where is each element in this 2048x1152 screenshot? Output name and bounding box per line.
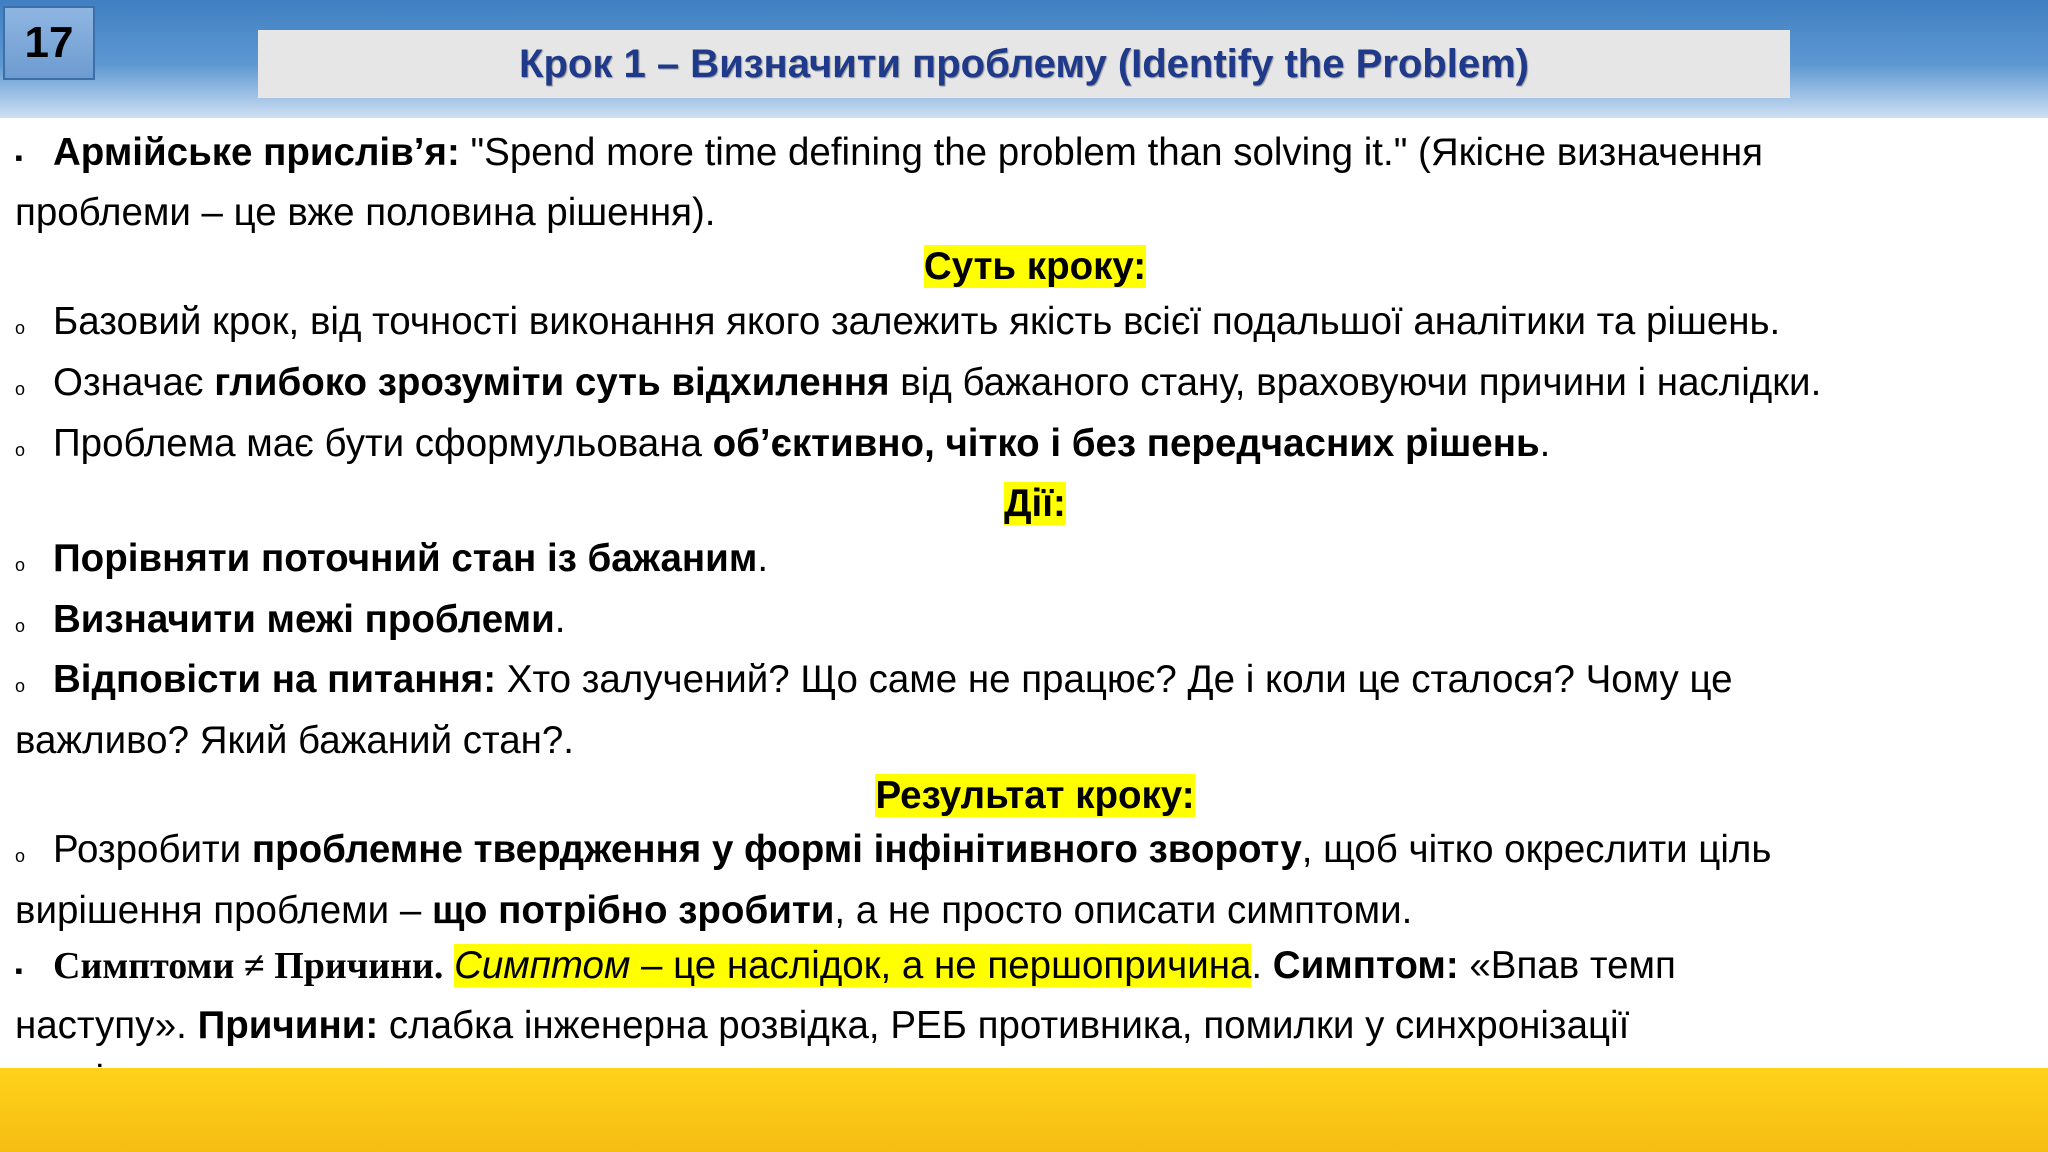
symptoms-line: ▪ Симптоми ≠ Причини. Симптом – це наслідок, а не першопричина. Симптом: «Впав темп [15, 939, 2035, 999]
square-bullet-icon: ▪ [15, 957, 23, 983]
slide-title: Крок 1 – Визначити проблему (Identify the Problem) [258, 30, 1790, 98]
causes-label: Причини: [197, 1003, 379, 1047]
result-item: o Розробити проблемне твердження у формі інфінітивного звороту, щоб чітко окреслити ціль [15, 823, 2035, 884]
action-item: o Порівняти поточний стан із бажаним. [15, 532, 2035, 593]
intro-line [15, 126, 2035, 186]
essence-item: o Означає глибоко зрозуміти суть відхилення від бажаного стану, враховуючи причини і наслідки. [15, 356, 2035, 417]
circle-bullet-icon: o [15, 554, 26, 575]
slide-number: 17 [3, 6, 95, 80]
slide-content [15, 126, 2035, 1108]
symptoms-continuation: наступу». Причини: слабка інженерна розвідка, РЕБ противника, помилки у синхронізації [15, 1003, 1630, 1047]
circle-bullet-icon: o [15, 378, 26, 399]
square-bullet-icon: ▪ [15, 145, 23, 170]
header-band [0, 0, 2048, 118]
circle-bullet-icon: o [15, 615, 26, 636]
result-item-continuation: вирішення проблеми – що потрібно зробити, а не просто описати симптоми. [15, 889, 1413, 933]
circle-bullet-icon: o [15, 846, 26, 867]
result-heading-line [15, 769, 2035, 824]
action-item-continuation: важливо? Який бажаний стан?. [15, 719, 575, 763]
intro-label: Армійське прислів’я: [53, 131, 460, 174]
intro-continuation: проблеми – це вже половина рішення). [15, 190, 716, 234]
action-item: o Відповісти на питання: Хто залучений? Що саме не працює? Де і коли це сталося? Чому це [15, 653, 2035, 714]
essence-heading: Суть кроку: [923, 245, 1147, 289]
intro-quote: "Spend more time defining the problem than solving it." (Якісне визначення [459, 131, 1763, 174]
essence-item: o Проблема має бути сформульована об’єктивно, чітко і без передчасних рішень. [15, 417, 2035, 478]
circle-bullet-icon: o [15, 439, 26, 460]
essence-heading-line [15, 240, 2035, 295]
circle-bullet-icon: o [15, 318, 26, 339]
symptom-label: Симптом: [1272, 943, 1459, 987]
actions-heading: Дії: [1004, 482, 1066, 526]
symptoms-lead: Симптоми ≠ Причини. [53, 944, 444, 987]
circle-bullet-icon: o [15, 676, 26, 697]
result-heading: Результат кроку: [875, 773, 1195, 817]
essence-item: o Базовий крок, від точності виконання якого залежить якість всієї подальшої аналітики та рішень. [15, 295, 2035, 356]
actions-heading-line [15, 477, 2035, 532]
action-item: o Визначити межі проблеми. [15, 593, 2035, 654]
footer-band [0, 1068, 2048, 1152]
symptom-definition: Симптом – це наслідок, а не першопричина [454, 943, 1252, 987]
